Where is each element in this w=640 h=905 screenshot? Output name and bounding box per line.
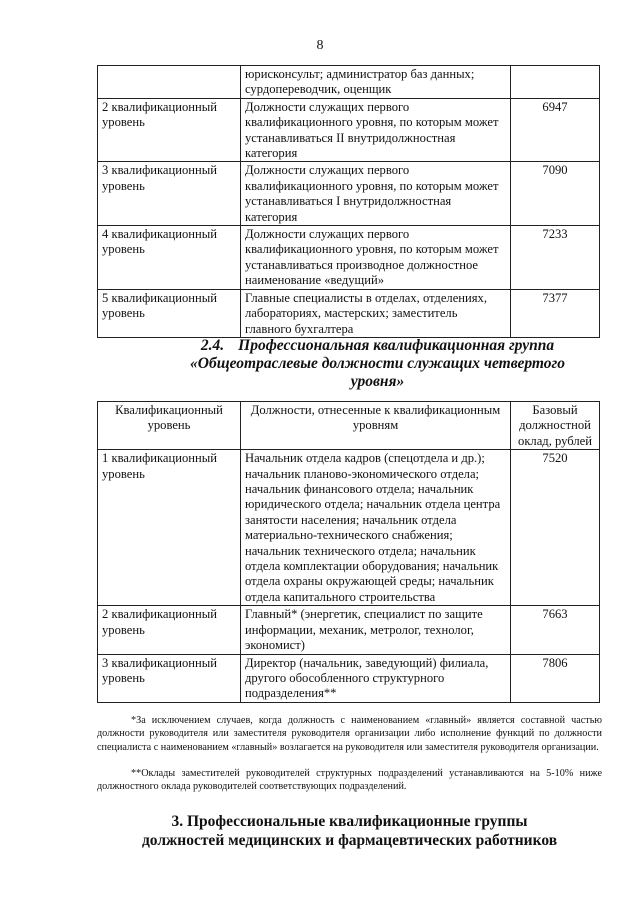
footnote-deputy-salary: **Оклады заместителей руководителей структурных подразделений устанавливаются на 5-10% ниже должностного оклада руководителей соответствующих подразделений. — [97, 768, 602, 793]
table-row — [98, 226, 600, 290]
table-row — [98, 289, 600, 337]
positions-cell: Должности служащих первого квалификационного уровня, по которым может устанавливаться I внутридолжностная категория — [241, 162, 511, 226]
header-salary: Базовый должностной оклад, рублей — [511, 402, 600, 450]
table-row — [98, 606, 600, 654]
positions-cell: Должности служащих первого квалификационного уровня, по которым может устанавливаться II внутридолжностная категория — [241, 98, 511, 162]
level-cell: 2 квалификационный уровень — [98, 606, 241, 654]
salary-cell: 7806 — [511, 654, 600, 702]
table-header-row — [98, 402, 600, 450]
footnote-glavny: *За исключением случаев, когда должность с наименованием «главный» является составной частью должности руководителя или заместителя руководителя организации либо исполнение функций по должности специалиста с наименованием «главный» возлагается на руководителя или заместителя руководителя организации. — [97, 715, 602, 753]
salary-cell: 6947 — [511, 98, 600, 162]
chapter-heading — [97, 812, 602, 850]
section-title-line2: «Общеотраслевые должности служащих четвертого — [190, 355, 565, 372]
page-number: 8 — [316, 38, 324, 53]
chapter-title-line2: должностей медицинских и фармацевтических работников — [141, 832, 558, 849]
table-row — [98, 654, 600, 702]
level-cell: 5 квалификационный уровень — [98, 289, 241, 337]
table1-body — [98, 66, 600, 338]
qualification-table — [97, 401, 600, 703]
section-title-line1: Профессиональная квалификационная группа — [238, 337, 555, 354]
level-cell — [98, 66, 241, 99]
section-title-line3: уровня» — [350, 373, 405, 390]
table-row — [98, 98, 600, 162]
header-level: Квалификационный уровень — [98, 402, 241, 450]
header-positions: Должности, отнесенные к квалификационным уровням — [241, 402, 511, 450]
table-row — [98, 66, 600, 99]
salary-cell: 7520 — [511, 450, 600, 606]
positions-cell: Начальник отдела кадров (спецотдела и др.); начальник планово-экономического отдела; начальник финансового отдела; начальник юридического отдела; начальник отдела центра занятости населения; начальник отдела материально-технического снабжения; начальник технического отдела; начальник отдела комплектации оборудования; начальник отдела охраны окружающей среды; начальник отдела капитального строительства — [241, 450, 511, 606]
level-cell: 4 квалификационный уровень — [98, 226, 241, 290]
salary-cell: 7090 — [511, 162, 600, 226]
salary-cell: 7663 — [511, 606, 600, 654]
salary-cell: 7233 — [511, 226, 600, 290]
table-row — [98, 450, 600, 606]
table-row — [98, 162, 600, 226]
chapter-title-line1: 3. Профессиональные квалификационные группы — [171, 813, 528, 830]
section-number: 2.4. — [200, 337, 225, 354]
qualification-table-continued — [97, 65, 600, 338]
salary-cell: 7377 — [511, 289, 600, 337]
level-cell: 3 квалификационный уровень — [98, 654, 241, 702]
positions-cell: юрисконсульт; администратор баз данных; сурдопереводчик, оценщик — [241, 66, 511, 99]
positions-cell: Директор (начальник, заведующий) филиала, другого обособленного структурного подразделения** — [241, 654, 511, 702]
salary-cell — [511, 66, 600, 99]
positions-cell: Главные специалисты в отделах, отделениях, лабораториях, мастерских; заместитель главного бухгалтера — [241, 289, 511, 337]
positions-cell: Главный* (энергетик, специалист по защите информации, механик, метролог, технолог, экономист) — [241, 606, 511, 654]
section-heading — [150, 337, 605, 391]
level-cell: 3 квалификационный уровень — [98, 162, 241, 226]
level-cell: 1 квалификационный уровень — [98, 450, 241, 606]
level-cell: 2 квалификационный уровень — [98, 98, 241, 162]
positions-cell: Должности служащих первого квалификационного уровня, по которым может устанавливаться производное должностное наименование «ведущий» — [241, 226, 511, 290]
